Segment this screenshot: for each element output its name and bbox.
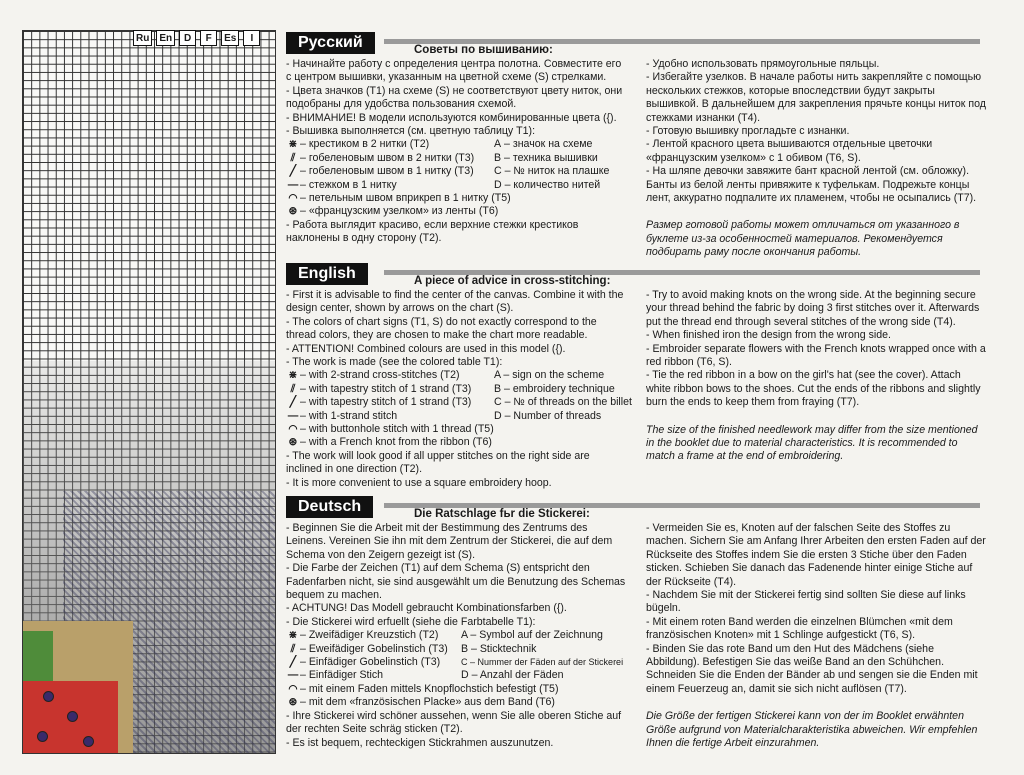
cross-stitch-icon: ⋇ [288, 629, 298, 642]
legend-text: – стежком в 1 нитку [300, 178, 397, 191]
language-selector [133, 30, 260, 46]
dash-icon: — [287, 178, 299, 191]
french-knot-icon: ⊛ [288, 205, 298, 218]
paragraph: - Избегайте узелков. В начале работы нить закрепляйте с помощью нескольких стежков, которые впоследствии будут закрыты вышивкой. В дальнейшем для закрепления прячьте концы ниток под стежками изнанки (T4). [646, 71, 986, 124]
left-column [286, 522, 628, 750]
legend-key: B – Sticktechnik [461, 642, 537, 655]
legend-row [286, 383, 628, 396]
size-note: Размер готовой работы может отличаться от указанного в буклете из-за особенностей материалов. Рекомендуется подбирать раму после окончания работы. [646, 219, 960, 259]
section-russian [284, 32, 986, 259]
paragraph: - It is more convenient to use a square embroidery hoop. [286, 476, 552, 489]
paragraph: - The colors of chart signs (T1, S) do not exactly correspond to the thread colors, they are chosen to make the chart more readable. [286, 315, 597, 342]
legend-row [286, 643, 628, 656]
legend-text: – крестиком в 2 нитки (T2) [300, 138, 430, 151]
stitch-legend [286, 629, 628, 709]
legend-text: – mit dem «französischen Placke» aus dem Band (T6) [300, 696, 555, 709]
paragraph: - Ihre Stickerei wird schöner aussehen, wenn Sie alle oberen Stiche auf der rechten Seite schräg sticken (T2). [286, 709, 622, 736]
paragraph: - Готовую вышивку прогладьте с изнанки. [646, 125, 850, 138]
double-slash-icon: ⫽ [290, 382, 296, 395]
paragraph: - When finished iron the design from the wrong side. [646, 329, 891, 342]
stitch-legend [286, 369, 632, 449]
paragraph: - Binden Sie das rote Band um den Hut des Mädchens (siehe Abbildung). Befestigen Sie das weiße Band an den Schühchen. Schneiden Sie die Enden der Bänder ab und sengen sie die Enden mit einem Feuerzeug an, damit sie sich nicht auflösen (T7). [646, 642, 978, 695]
legend-text: – Eweifädiger Gobelinstich (T3) [300, 642, 448, 655]
legend-row [286, 138, 628, 151]
paragraph: - ВНИМАНИЕ! В модели используются комбинированные цвета ({). [286, 111, 617, 124]
paragraph: - Die Stickerei wird erfuellt (siehe die Farbtabelle T1): [286, 615, 536, 628]
legend-row [286, 179, 628, 192]
legend-key: A – sign on the scheme [494, 369, 605, 382]
legend-key: A – Symbol auf der Zeichnung [461, 629, 603, 642]
dash-icon: — [287, 669, 299, 682]
paragraph: - Embroider separate flowers with the French knots wrapped once with a red ribbon (T6, S). [646, 342, 986, 369]
paragraph: - ACHTUNG! Das Modell gebraucht Kombinationsfarben ({). [286, 602, 567, 615]
paragraph: - ATTENTION! Combined colours are used in this model ({). [286, 342, 566, 355]
dash-icon: — [287, 409, 299, 422]
slash-icon: ╱ [289, 165, 297, 178]
flower-dot [67, 711, 78, 722]
legend-key: C – Nummer der Fäden auf der Stickerei [461, 657, 624, 668]
slash-icon: ╱ [289, 656, 297, 669]
legend-row [286, 410, 628, 423]
legend-text: – with a French knot from the ribbon (T6) [300, 436, 492, 449]
legend-text: – with tapestry stitch of 1 strand (T3) [300, 396, 472, 409]
lang-button-d[interactable]: D [179, 30, 196, 46]
legend-key: С – № ниток на плашке [494, 165, 610, 178]
paragraph: - Tie the red ribbon in a bow on the girl's hat (see the cover). Attach white ribbon bows to the shoes. Cut the ends of the ribbons and slightly burn the ends to keep them from fraying (T7). [646, 369, 981, 409]
paragraph: - На шляпе девочки завяжите бант красной лентой (см. обложку). Банты из белой ленты привяжите к туфелькам. Подрежьте концы лент, аккуратно подпалите их пламенем, чтобы не осыпались (T7). [646, 165, 977, 205]
legend-row [286, 369, 628, 382]
chart-preview-grid [22, 30, 276, 754]
section-deutsch [284, 496, 986, 750]
paragraph: - Цвета значков (T1) на схеме (S) не соответствуют цвету ниток, они подобраны для удобства пользования схемой. [286, 84, 623, 111]
legend-row [286, 669, 628, 682]
paragraph: - Nachdem Sie mit der Stickerei fertig sind sollten Sie diese auf links bügeln. [646, 589, 966, 615]
legend-text: – петельным швом вприкреп в 1 нитку (T5) [300, 192, 511, 205]
section-title: A piece of advice in cross-stitching: [414, 275, 611, 287]
right-column [646, 58, 986, 260]
paragraph: - Beginnen Sie die Arbeit mit der Bestimmung des Zentrums des Leinens. Vereinen Sie ihn mit dem Zentrum der Stickerei, die auf dem Schema von den Zeigern gezeigt ist (S). [286, 522, 613, 561]
legend-text: – with tapestry stitch of 1 strand (T3) [300, 382, 472, 395]
section-english [284, 263, 986, 489]
legend-text: – Zweifädiger Kreuzstich (T2) [300, 629, 439, 642]
french-knot-icon: ⊛ [288, 436, 298, 449]
french-knot-icon: ⊛ [288, 696, 298, 709]
paragraph: - The work is made (see the colored table T1): [286, 356, 503, 369]
stitch-legend [286, 138, 628, 218]
double-slash-icon: ⫽ [290, 151, 296, 164]
legend-text: – «французским узелком» из ленты (T6) [300, 205, 499, 218]
cross-stitch-icon: ⋇ [288, 369, 298, 382]
legend-row [286, 683, 628, 696]
left-column [286, 289, 632, 490]
legend-key: А – значок на схеме [494, 138, 593, 151]
arc-icon: ◠ [288, 423, 298, 436]
size-note: The size of the finished needlework may differ from the size mentioned in the booklet due to material characteristics. It is recommended to match a frame at the end of embroidering. [646, 423, 978, 463]
flower-dot [83, 736, 94, 747]
legend-text: – Einfädiger Gobelinstich (T3) [300, 656, 441, 669]
legend-key: C – № of threads on the billet [494, 396, 632, 409]
paragraph: - Вышивка выполняется (см. цветную таблицу T1): [286, 125, 536, 138]
paragraph: - First it is advisable to find the center of the canvas. Combine it with the design center, shown by arrows on the chart (S). [286, 289, 624, 315]
section-label: Русский [286, 32, 375, 54]
double-slash-icon: ⫽ [290, 642, 296, 655]
paragraph: - Удобно использовать прямоугольные пяльцы. [646, 58, 880, 70]
legend-row [286, 152, 628, 165]
section-label: Deutsch [286, 496, 373, 518]
arc-icon: ◠ [288, 192, 298, 205]
size-note: Die Größe der fertigen Stickerei kann von der im Booklet erwähnten Größe aufgrund von Materialcharakteristika abweichen. Wir empfehlen Ihnen die fertige Arbeit einzurahmen. [646, 710, 978, 750]
lang-button-i[interactable]: I [243, 30, 260, 46]
paragraph: - Try to avoid making knots on the wrong side. At the beginning secure your thread behind the fabric by doing 3 first stitches over it. Afterwards put the thread end through several stitches of the wrong side (T4). [646, 289, 980, 328]
flower-dot [37, 731, 48, 742]
legend-row [286, 436, 628, 449]
paragraph: - Работа выглядит красиво, если верхние стежки крестиков наклонены в одну сторону (T2). [286, 218, 579, 245]
legend-row [286, 192, 628, 205]
paragraph: - The work will look good if all upper stitches on the right side are inclined in one direction (T2). [286, 449, 590, 476]
section-title: Die Ratschlage fьr die Stickerei: [414, 508, 590, 520]
lang-button-en[interactable]: En [156, 30, 175, 46]
legend-text: – гобеленовым швом в 1 нитку (T3) [300, 165, 474, 178]
section-label: English [286, 263, 368, 285]
paragraph: - Начинайте работу с определения центра полотна. Совместите его с центром вышивки, указанным на цветной схеме (S) стрелками. [286, 58, 622, 84]
paragraph: - Es ist bequem, rechteckigen Stickrahmen auszunutzen. [286, 736, 554, 749]
paragraph: - Лентой красного цвета вышиваются отдельные цветочки «французским узелком» с 1 обивом (T6, S). [646, 138, 933, 164]
legend-text: – mit einem Faden mittels Knopflochstich befestigt (T5) [300, 682, 559, 695]
arc-icon: ◠ [288, 682, 298, 695]
section-title: Советы по вышиванию: [414, 44, 553, 56]
legend-text: – with buttonhole stitch with 1 thread (T5) [300, 423, 494, 436]
lang-button-es[interactable]: Es [221, 30, 239, 46]
legend-row [286, 205, 628, 218]
flower-dot [43, 691, 54, 702]
legend-text: – гобеленовым швом в 2 нитки (T3) [300, 151, 475, 164]
paragraph: - Vermeiden Sie es, Knoten auf der falschen Seite des Stoffes zu machen. Sichern Sie am Anfang Ihrer Arbeiten den ersten Faden auf der Rückseite des Stoffes indem Sie die ersten 3 Stiche über den Faden sticken. Schieben Sie danach das Fadenende hinter einige Stiche auf der Rückseite (T4). [646, 522, 986, 588]
left-column [286, 58, 628, 246]
legend-text: – Einfädiger Stich [300, 669, 384, 682]
legend-row [286, 423, 628, 436]
cross-stitch-icon: ⋇ [288, 138, 298, 151]
right-column [646, 289, 986, 464]
slash-icon: ╱ [289, 396, 297, 409]
legend-key: D – Anzahl der Fäden [461, 669, 564, 682]
legend-row [286, 396, 632, 409]
right-column [646, 522, 986, 751]
paragraph: - Die Farbe der Zeichen (T1) auf dem Schema (S) entspricht den Fadenfarben nicht, sie sind ausgewählt um die Benutzung des Schemas bequem zu machen. [286, 562, 626, 602]
legend-row [286, 165, 628, 178]
lang-button-ru[interactable]: Ru [133, 30, 152, 46]
legend-row [286, 629, 628, 642]
legend-text: – with 2-strand cross-stitches (T2) [300, 369, 460, 382]
lang-button-f[interactable]: F [200, 30, 217, 46]
legend-row [286, 696, 628, 709]
legend-text: – with 1-strand stitch [300, 409, 398, 422]
legend-row [286, 656, 628, 669]
legend-key: D – Number of threads [494, 409, 602, 422]
paragraph: - Mit einem roten Band werden die einzelnen Blümchen «mit dem französischen Knoten» mit 1 Schlinge aufgestickt (T6, S). [646, 615, 953, 642]
legend-key: D – количество нитей [494, 178, 601, 191]
legend-key: В – техника вышивки [494, 151, 598, 164]
legend-key: B – embroidery technique [494, 382, 615, 395]
